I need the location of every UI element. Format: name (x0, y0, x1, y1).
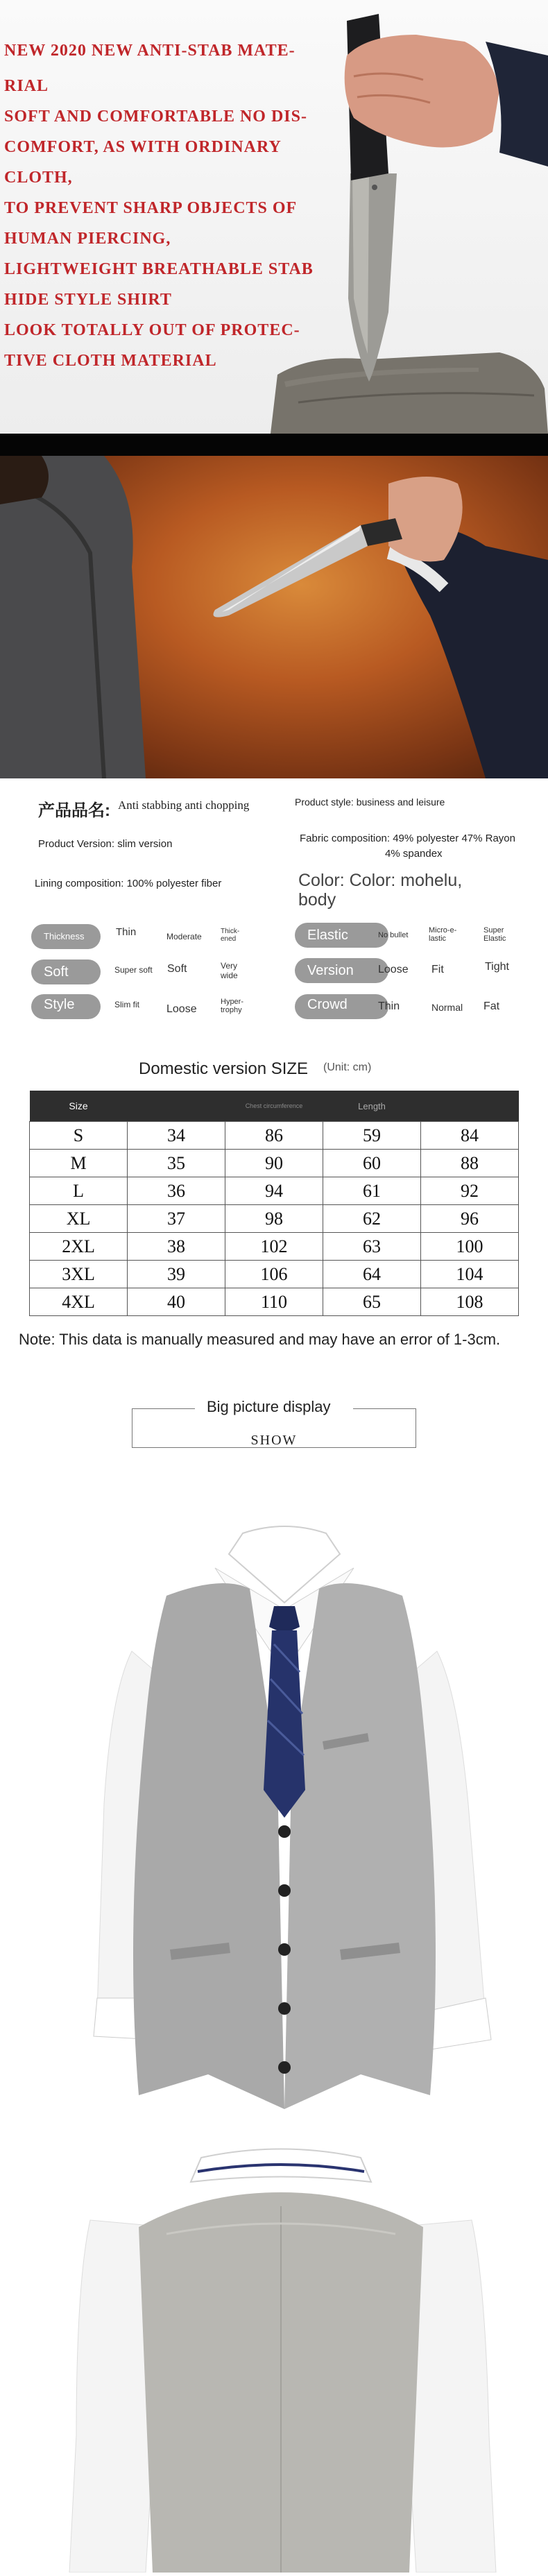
attr-elastic-option: Micro-e-lastic (429, 926, 457, 943)
table-cell: 98 (225, 1205, 323, 1233)
vest-front-illustration (76, 1512, 493, 2123)
product-style: Product style: business and leisure (295, 796, 445, 808)
table-cell: 63 (323, 1233, 421, 1261)
attr-soft-option: Super soft (114, 965, 153, 975)
table-cell: 90 (225, 1150, 323, 1177)
hand-holding-knife-image (326, 14, 548, 194)
table-cell: 110 (225, 1288, 323, 1316)
table-cell: 106 (225, 1261, 323, 1288)
table-cell: 4XL (30, 1288, 128, 1316)
hero-text-line: LOOK TOTALLY OUT OF PROTEC- (4, 321, 300, 339)
table-row (30, 1150, 519, 1177)
size-section-unit: (Unit: cm) (323, 1061, 372, 1073)
hero-text-line: HIDE STYLE SHIRT (4, 291, 172, 309)
table-cell: 88 (421, 1150, 519, 1177)
attr-thickness-option: Moderate (166, 932, 202, 941)
table-cell: 86 (225, 1122, 323, 1150)
attr-style-option: Slim fit (114, 1000, 139, 1009)
color-info-cont: body (298, 890, 336, 910)
table-cell: 84 (421, 1122, 519, 1150)
hero-text-line: LIGHTWEIGHT BREATHABLE STAB (4, 260, 314, 278)
table-cell: 102 (225, 1233, 323, 1261)
table-cell: 62 (323, 1205, 421, 1233)
table-cell: 61 (323, 1177, 421, 1205)
knife-threat-scene-image (0, 456, 548, 778)
vest-back-image (62, 2144, 499, 2573)
vest-front-image (76, 1512, 493, 2123)
product-version: Product Version: slim version (38, 838, 173, 850)
hero-text-line: TIVE CLOTH MATERIAL (4, 352, 217, 370)
table-row (30, 1261, 519, 1288)
table-cell: 35 (128, 1150, 225, 1177)
table-cell: 38 (128, 1233, 225, 1261)
table-row (30, 1288, 519, 1316)
attr-crowd-option: Normal (431, 1002, 463, 1013)
color-info: Color: Color: mohelu, (298, 871, 463, 890)
table-cell: 94 (225, 1177, 323, 1205)
size-note: Note: This data is manually measured and may have an error of 1-3cm. (19, 1331, 501, 1348)
hero-text-line: TO PREVENT SHARP OBJECTS OF (4, 199, 298, 217)
attr-crowd-label: Crowd (295, 994, 388, 1019)
display-title: Big picture display (207, 1398, 331, 1415)
table-cell: 65 (323, 1288, 421, 1316)
show-box-top-left (132, 1408, 195, 1409)
hero-text-line: HUMAN PIERCING, (4, 230, 171, 248)
table-cell: 92 (421, 1177, 519, 1205)
attr-crowd-option: Fat (483, 1000, 500, 1012)
attr-soft-label: Soft (31, 959, 101, 984)
table-row (30, 1233, 519, 1261)
table-cell: 34 (128, 1122, 225, 1150)
attr-version-label: Version (295, 958, 388, 983)
fabric-composition: Fabric composition: 49% polyester 47% Rayon (300, 833, 515, 844)
knife-blade-image (333, 173, 409, 382)
product-name-value: Anti stabbing anti chopping (118, 799, 250, 812)
size-table (29, 1091, 519, 1316)
table-header: Chest circumference (225, 1091, 323, 1122)
hero-text-line: SOFT AND COMFORTABLE NO DIS- (4, 108, 307, 126)
table-cell: XL (30, 1205, 128, 1233)
hero-text-line: RIAL (4, 77, 49, 95)
fabric-composition-cont: 4% spandex (385, 848, 443, 860)
attr-style-option: Loose (166, 1003, 197, 1015)
attr-thickness-label: Thickness (31, 924, 101, 949)
table-header-row (30, 1091, 519, 1122)
table-cell: 40 (128, 1288, 225, 1316)
attr-thickness-option: Thick-ened (221, 928, 240, 943)
table-row (30, 1122, 519, 1150)
hero-text-line: COMFORT, AS WITH ORDINARY (4, 138, 282, 156)
table-cell: M (30, 1150, 128, 1177)
black-divider-band (0, 434, 548, 456)
table-row (30, 1205, 519, 1233)
attr-elastic-label: Elastic (295, 923, 388, 948)
table-cell: 96 (421, 1205, 519, 1233)
show-box-top-right (353, 1408, 416, 1409)
table-header: Size (30, 1091, 128, 1122)
table-cell: 3XL (30, 1261, 128, 1288)
scene-illustration (0, 456, 548, 778)
show-label: SHOW (250, 1433, 298, 1448)
attr-version-option: Fit (431, 964, 444, 975)
attr-crowd-option: Thin (378, 1000, 400, 1012)
table-row (30, 1177, 519, 1205)
table-cell: 59 (323, 1122, 421, 1150)
table-header: Length (323, 1091, 421, 1122)
hero-banner (0, 0, 548, 434)
size-section-title: Domestic version SIZE (139, 1059, 309, 1078)
table-cell: 39 (128, 1261, 225, 1288)
attr-soft-option: Soft (167, 963, 187, 975)
table-cell: 60 (323, 1150, 421, 1177)
table-cell: 36 (128, 1177, 225, 1205)
lining-composition: Lining composition: 100% polyester fiber (35, 878, 222, 889)
table-header (421, 1091, 519, 1122)
attr-version-option: Tight (485, 961, 509, 973)
table-cell: L (30, 1177, 128, 1205)
table-cell: S (30, 1122, 128, 1150)
attr-soft-option: Very wide (221, 961, 238, 980)
table-header (128, 1091, 225, 1122)
table-cell: 37 (128, 1205, 225, 1233)
attr-style-label: Style (31, 994, 101, 1019)
show-box (132, 1408, 416, 1448)
attr-style-option: Hyper-trophy (221, 998, 244, 1014)
product-name-label: 产品品名: (38, 801, 110, 820)
table-cell: 64 (323, 1261, 421, 1288)
table-cell: 104 (421, 1261, 519, 1288)
attr-elastic-option: Super Elastic (483, 926, 506, 943)
table-cell: 2XL (30, 1233, 128, 1261)
attr-version-option: Loose (378, 964, 409, 975)
hero-text-line: CLOTH, (4, 169, 73, 187)
attr-thickness-option: Thin (116, 926, 137, 938)
hero-text-line: NEW 2020 NEW ANTI-STAB MATE- (4, 42, 296, 60)
table-cell: 108 (421, 1288, 519, 1316)
attr-elastic-option: No bullet (378, 931, 409, 939)
fabric-swatch-image (271, 347, 548, 434)
table-cell: 100 (421, 1233, 519, 1261)
vest-back-illustration (62, 2144, 499, 2573)
